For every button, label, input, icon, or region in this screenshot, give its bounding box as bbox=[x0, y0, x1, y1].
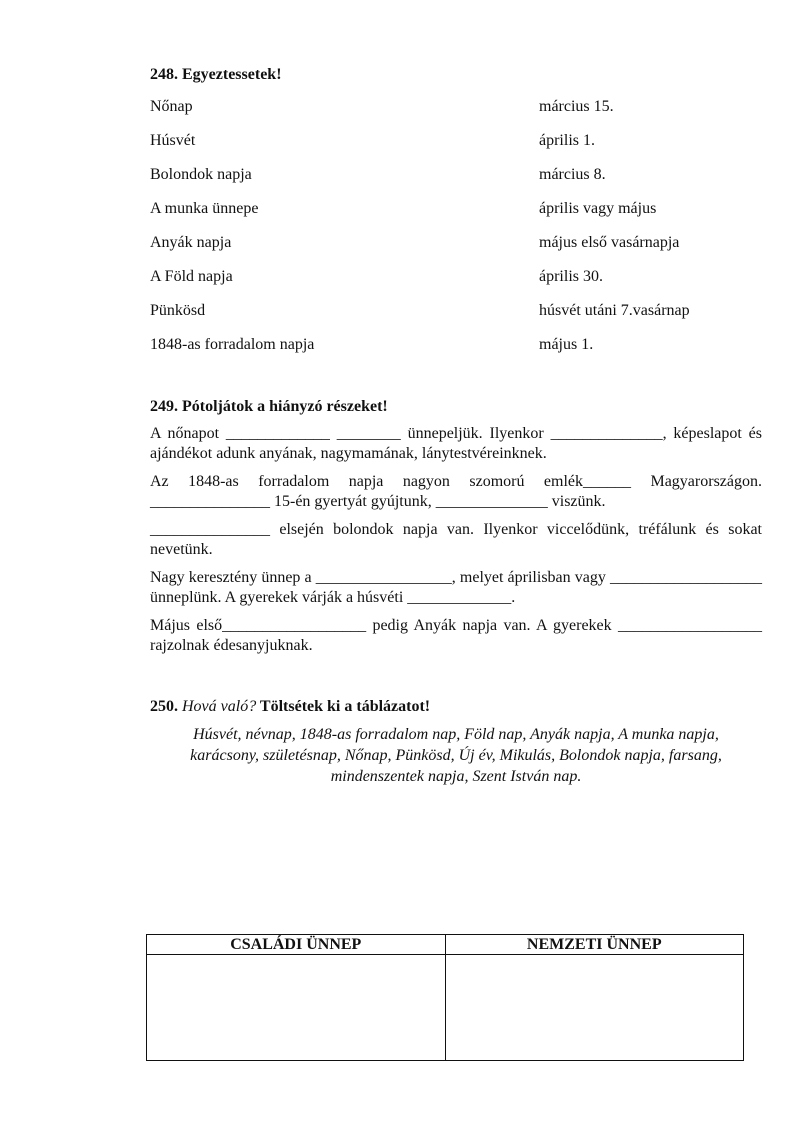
fill-in-paragraph: Az 1848-as forradalom napja nagyon szomorú emlék______ Magyarországon. _______________ 15-én gyertyát gyújtunk, ______________ viszünk. bbox=[150, 473, 762, 510]
national-holiday-cell[interactable] bbox=[445, 955, 744, 1061]
holiday-date: március 8. bbox=[539, 166, 606, 183]
holiday-date: húsvét utáni 7.vasárnap bbox=[539, 302, 690, 319]
exercise-250-title bbox=[150, 696, 762, 718]
matching-row bbox=[150, 294, 762, 328]
holiday-name: Anyák napja bbox=[150, 234, 232, 251]
family-holiday-cell[interactable] bbox=[147, 955, 446, 1061]
matching-row bbox=[150, 260, 762, 294]
matching-row bbox=[150, 158, 762, 192]
matching-row bbox=[150, 124, 762, 158]
holiday-name: A munka ünnepe bbox=[150, 200, 259, 217]
fill-in-paragraph: A nőnapot _____________ ________ ünnepeljük. Ilyenkor ______________, képeslapot és ajándékot adunk anyának, nagymamának, lánytestvéreinknek. bbox=[150, 425, 762, 462]
fill-in-paragraph: Nagy keresztény ünnep a _________________, melyet áprilisban vagy ___________________ ünneplünk. A gyerekek várják a húsvéti _____________. bbox=[150, 569, 762, 606]
exercise-248-title: 248. Egyeztessetek! bbox=[150, 66, 282, 83]
holiday-name: Nőnap bbox=[150, 98, 193, 115]
holiday-date: április vagy május bbox=[539, 200, 657, 217]
holiday-date: április 30. bbox=[539, 268, 603, 285]
matching-row bbox=[150, 226, 762, 260]
table-header-row bbox=[147, 935, 744, 955]
holiday-name: Húsvét bbox=[150, 132, 196, 149]
worksheet-content bbox=[150, 64, 762, 787]
holiday-table bbox=[146, 934, 744, 1061]
exercise-250-question: Hová való? bbox=[182, 698, 257, 715]
holiday-date: április 1. bbox=[539, 132, 595, 149]
column-header-family: CSALÁDI ÜNNEP bbox=[147, 935, 446, 955]
word-bank: Húsvét, névnap, 1848-as forradalom nap, Föld nap, Anyák napja, A munka napja, karácsony, születésnap, Nőnap, Pünkösd, Új év, Mikulás, Bolondok napja, farsang, mindenszentek napja, Szent István nap. bbox=[190, 726, 722, 785]
matching-row bbox=[150, 192, 762, 226]
matching-list bbox=[150, 90, 762, 362]
matching-row bbox=[150, 90, 762, 124]
holiday-name: A Föld napja bbox=[150, 268, 233, 285]
exercise-250-instruction: Töltsétek ki a táblázatot! bbox=[259, 698, 431, 715]
fill-in-paragraph: _______________ elsején bolondok napja van. Ilyenkor viccelődünk, tréfálunk és sokat nevetünk. bbox=[150, 521, 762, 558]
holiday-date: március 15. bbox=[539, 98, 614, 115]
exercise-250-number: 250. bbox=[150, 698, 178, 715]
exercise-249 bbox=[150, 396, 762, 656]
holiday-name: 1848-as forradalom napja bbox=[150, 336, 315, 353]
exercise-249-title: 249. Pótoljátok a hiányzó részeket! bbox=[150, 398, 388, 415]
fill-in-paragraph: Május első__________________ pedig Anyák napja van. A gyerekek __________________ rajzolnak édesanyjuknak. bbox=[150, 617, 762, 654]
exercise-250 bbox=[150, 696, 762, 787]
exercise-248 bbox=[150, 64, 762, 362]
holiday-name: Bolondok napja bbox=[150, 166, 252, 183]
column-header-national: NEMZETI ÜNNEP bbox=[445, 935, 744, 955]
matching-row bbox=[150, 328, 762, 362]
holiday-name: Pünkösd bbox=[150, 302, 206, 319]
holiday-date: május 1. bbox=[539, 336, 594, 353]
holiday-date: május első vasárnapja bbox=[539, 234, 680, 251]
table-row bbox=[147, 955, 744, 1061]
